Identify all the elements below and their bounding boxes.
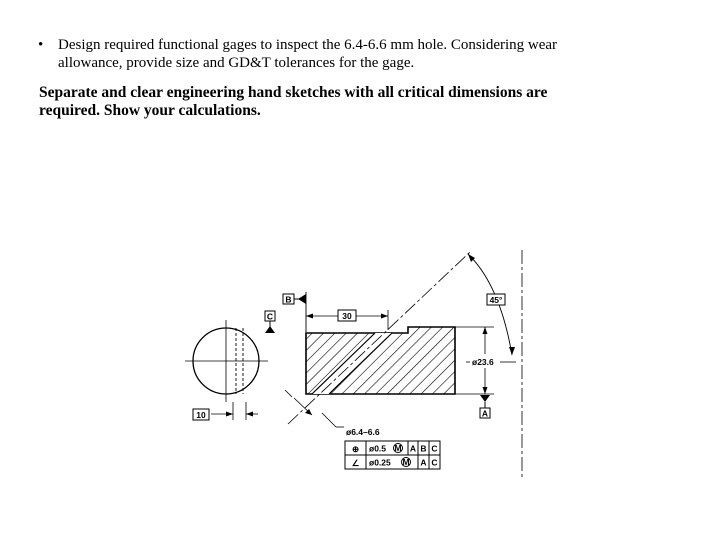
fcf2-symbol: ∠ (351, 458, 360, 468)
fcf2-datum-2: C (431, 457, 438, 468)
dim-30-arrow-2 (381, 314, 388, 319)
dim-10-arrow-2 (246, 412, 253, 417)
datum-a-label: A (481, 408, 489, 419)
datum-b-triangle (298, 294, 306, 304)
fcf2-tolerance: ø0.25 (369, 457, 391, 468)
instruction-line-1: Separate and clear engineering hand sketches with all critical dimensions are (39, 84, 548, 101)
fcf1-modifier: M (394, 443, 402, 453)
dim-10-arrow-1 (226, 412, 233, 417)
angle-label: 45° (489, 295, 503, 305)
dia-arrow-bottom (483, 387, 488, 394)
angle-arrow-2 (509, 347, 515, 355)
fcf1-tolerance: ø0.5 (369, 443, 387, 454)
hole-leader-ext (285, 390, 292, 397)
datum-c-triangle (265, 326, 275, 333)
fcf1-datum-2: B (420, 443, 427, 454)
dia-label: ø23.6 (472, 357, 494, 367)
dim-30-arrow-1 (306, 314, 313, 319)
datum-c-label: C (266, 311, 274, 322)
fcf2-datum-1: A (420, 457, 427, 468)
fcf2-modifier: M (402, 457, 410, 467)
bullet-marker: • (38, 37, 44, 53)
dia-arrow-top (483, 327, 488, 334)
bullet-line-1: Design required functional gages to inspect the 6.4-6.6 mm hole. Considering wear (58, 37, 558, 53)
side-view (185, 320, 268, 420)
fcf1-datum-3: C (431, 443, 438, 454)
dim-10-label: 10 (196, 410, 206, 420)
instruction-line-2: required. Show your calculations. (39, 102, 261, 119)
fcf1-datum-1: A (409, 443, 417, 454)
bullet-line-2: allowance, provide size and GD&T tolerances for the gage. (58, 55, 415, 71)
dim-30-label: 30 (342, 311, 352, 321)
hole-size-label: ø6.4–6.6 (346, 427, 380, 437)
datum-b-label: B (285, 294, 292, 305)
fcf1-symbol: ⊕ (351, 444, 360, 454)
hole-leader-2 (322, 413, 336, 427)
datum-a-triangle (480, 395, 490, 402)
